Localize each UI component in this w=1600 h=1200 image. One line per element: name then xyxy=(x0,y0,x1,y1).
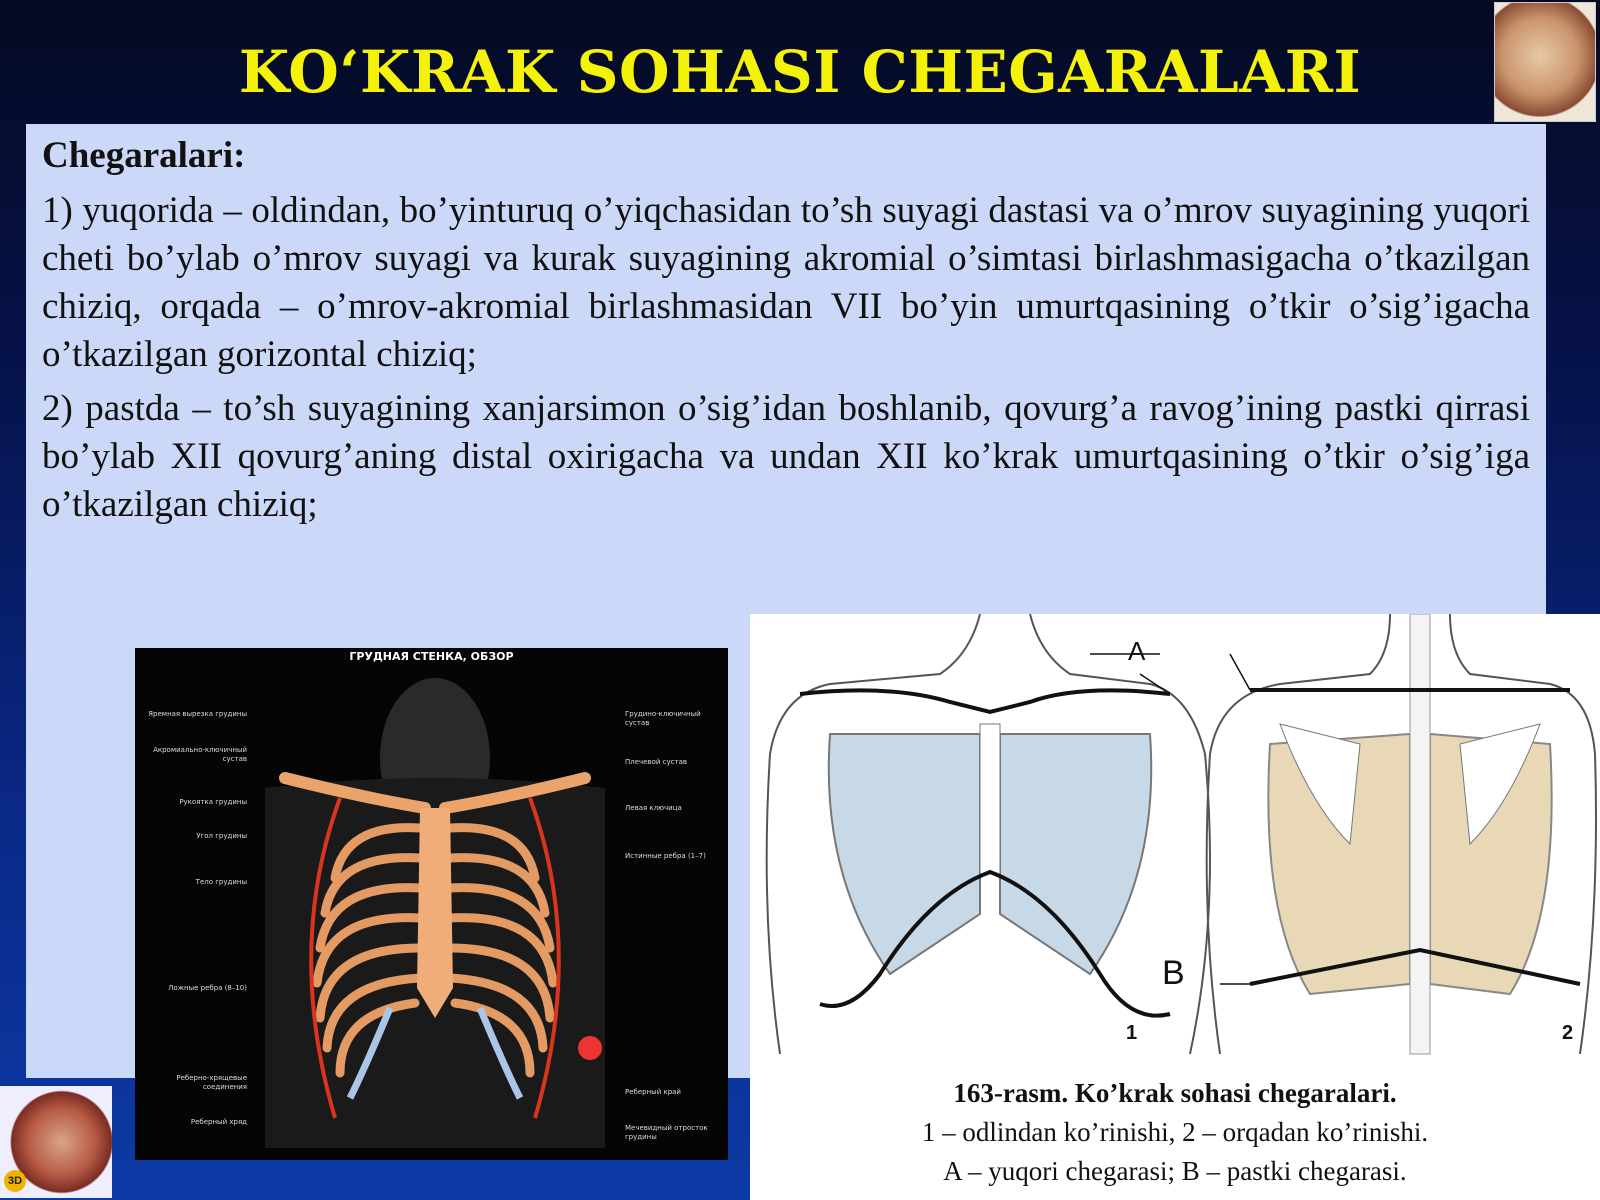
caption-title: 163-rasm. Ko’krak sohasi chegaralari. xyxy=(953,1078,1397,1108)
photo-label-left: Яремная вырезка грудины xyxy=(148,710,247,718)
photo-label-left: Акромиально-ключичный сустав xyxy=(153,746,247,763)
photo-label-left: Реберно-хрящевые соединения xyxy=(176,1074,247,1091)
photo-label-right: Плечевой сустав xyxy=(625,758,688,766)
label-front-view-number: 1 xyxy=(1126,1022,1138,1044)
face-anatomy-thumbnail xyxy=(1494,2,1596,122)
photo-label-right: Мечевидный отросток грудины xyxy=(625,1124,708,1141)
caption-line: 1 – odlindan ko’rinishi, 2 – orqadan ko’rinishi. xyxy=(921,1117,1429,1147)
figure-caption xyxy=(750,1074,1600,1191)
photo-label-left: Рукоятка грудины xyxy=(179,798,247,806)
photo-label-left: Реберный хряд xyxy=(190,1118,247,1126)
label-back-view-number: 2 xyxy=(1562,1022,1574,1044)
photo-label-left: Угол грудины xyxy=(196,832,247,840)
front-back-thorax-drawing xyxy=(750,614,1600,1074)
paragraph-lower-border: 2) pastda – to’sh suyagining xanjarsimon o’sig’idan boshlanib, qovurg’a ravog’ining pastki qirrasi bo’ylab XII qovurg’aning distal oxirigacha va undan XII ko’krak umurtqasining o’tkir o’sig’iga o’tkazilgan chiziq; xyxy=(42,388,1530,525)
photo-label-right: Грудино-ключичный сустав xyxy=(625,710,701,727)
photo-title: ГРУДНАЯ СТЕНКА, ОБЗОР xyxy=(349,650,514,663)
photo-label-right: Реберный край xyxy=(625,1088,681,1096)
label-a: A xyxy=(1128,636,1146,666)
label-b: B xyxy=(1162,954,1185,992)
chest-wall-photo xyxy=(135,648,728,1160)
photo-label-left: Тело грудины xyxy=(195,878,247,886)
photo-label-right: Истинные ребра (1–7) xyxy=(625,852,706,860)
paragraph-upper-border: 1) yuqorida – oldindan, bo’yinturuq o’yiqchasidan to’sh suyagi dastasi va o’mrov suyagining yuqori cheti bo’ylab o’mrov suyagi va kurak suyagining akromial o’simtasi birlashmasigacha o’tkazilgan chiziq, orqada – o’mrov-akromial birlashmasidan VII bo’yin umurtqasining o’tkir o’sig’igacha o’tkazilgan gorizontal chiziq; xyxy=(42,190,1530,375)
border-diagram xyxy=(750,614,1600,1200)
photo-label-left: Ложные ребра (8–10) xyxy=(168,984,247,992)
slide-title: KO‘KRAK SOHASI CHEGARALARI xyxy=(238,38,1362,106)
text-block xyxy=(42,132,1530,535)
caption-line: A – yuqori chegarasi; B – pastki chegarasi. xyxy=(943,1156,1407,1186)
3d-badge: 3D xyxy=(4,1170,26,1192)
section-heading: Chegaralari: xyxy=(42,135,246,176)
photo-label-right: Левая ключица xyxy=(625,804,682,812)
